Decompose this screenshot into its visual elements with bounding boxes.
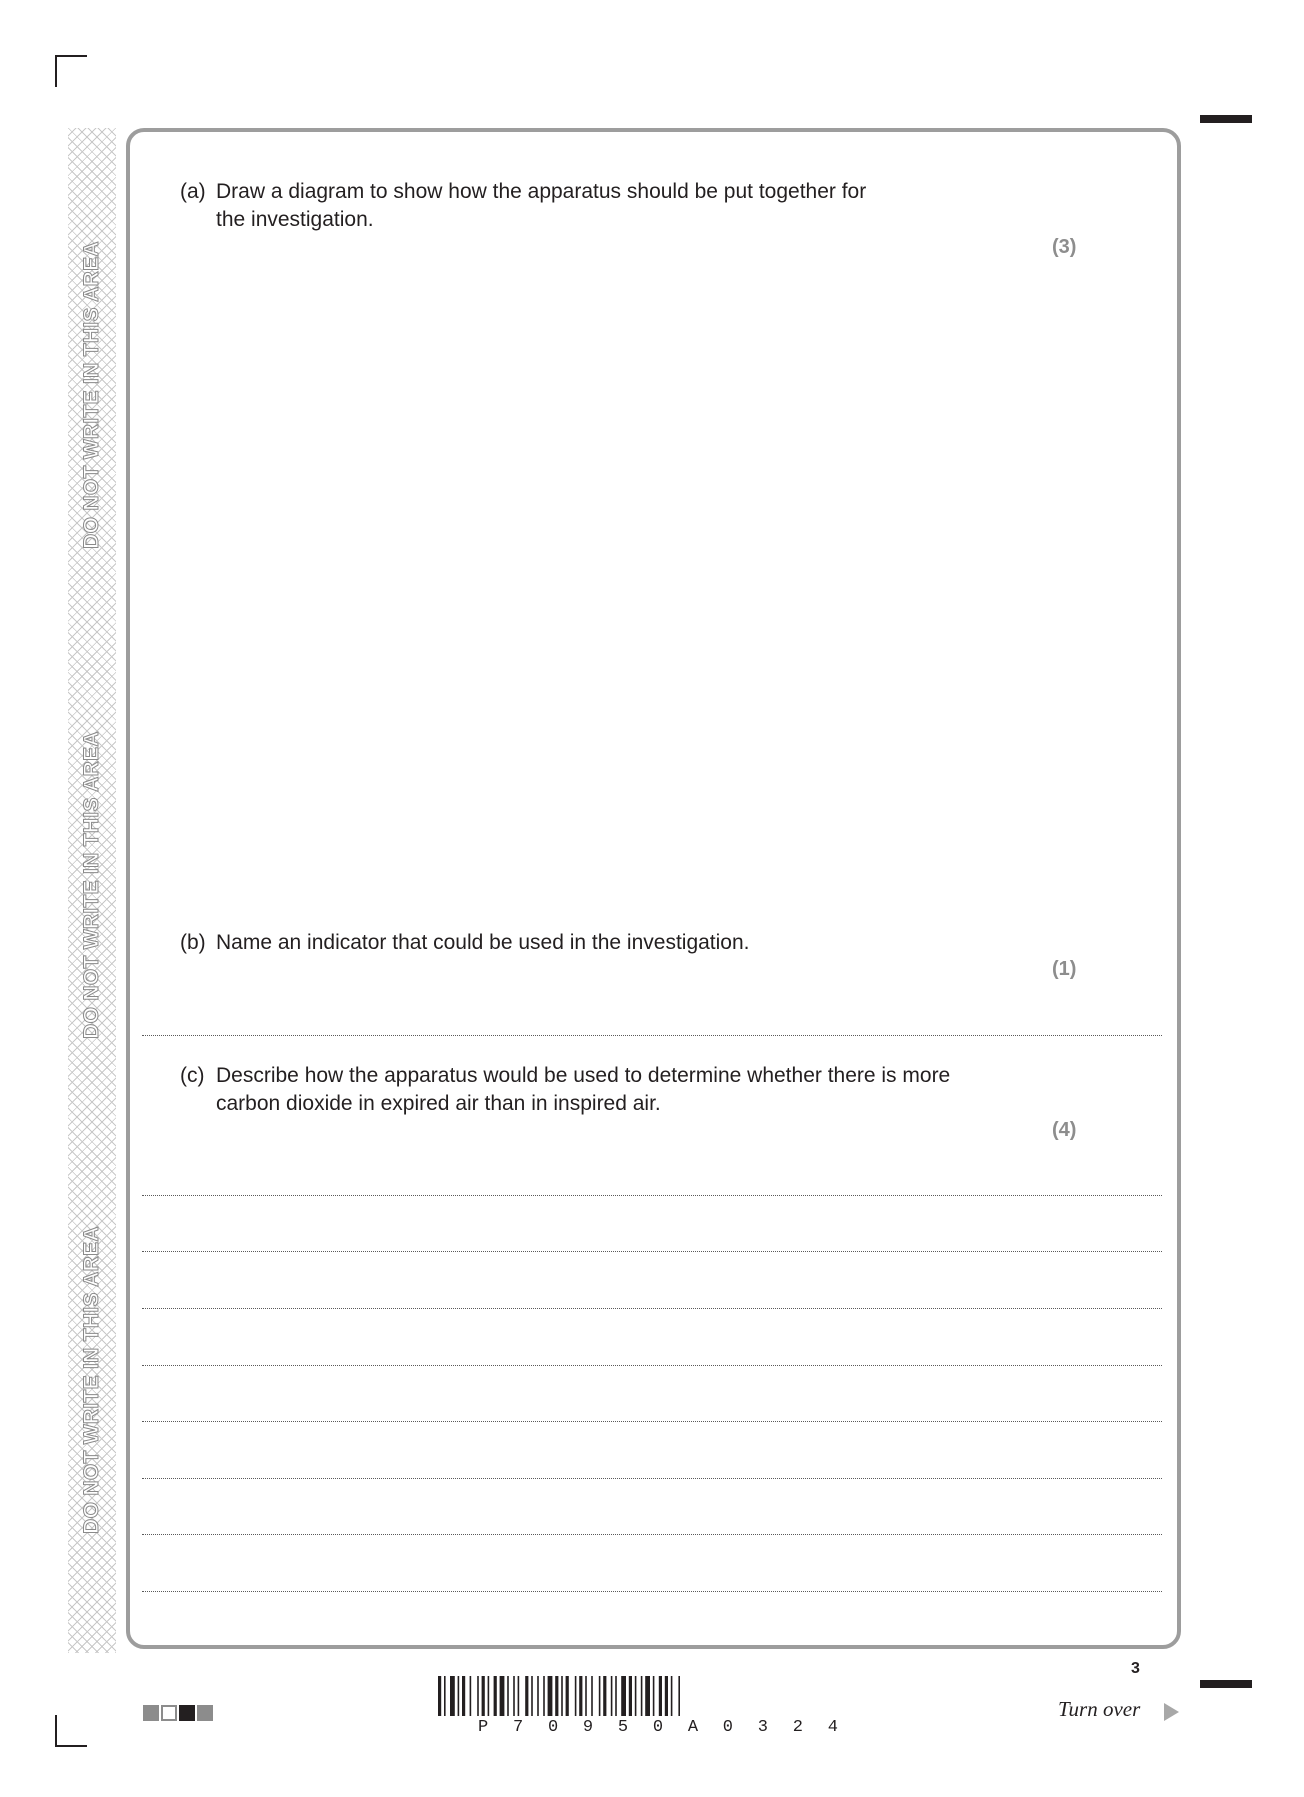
- diagram-drawing-area[interactable]: [142, 270, 1162, 910]
- question-text: [216, 178, 1046, 234]
- question-text-line: Name an indicator that could be used in the investigation.: [216, 931, 750, 954]
- barcode: [438, 1676, 874, 1716]
- marks-b: (1): [1052, 958, 1077, 980]
- barcode-digit: P: [478, 1718, 489, 1737]
- barcode-digit: 9: [582, 1718, 594, 1737]
- barcode-digit: 0: [652, 1718, 664, 1737]
- answer-line[interactable]: [142, 1035, 1162, 1036]
- marks-c: (4): [1052, 1119, 1077, 1141]
- answer-line[interactable]: [142, 1534, 1162, 1535]
- barcode-digit: 2: [792, 1718, 803, 1737]
- answer-line[interactable]: [142, 1421, 1162, 1422]
- margin-warning-text: DO NOT WRITE IN THIS AREA: [80, 1226, 103, 1534]
- barcode-digits: [478, 1718, 838, 1737]
- question-label: (b): [180, 931, 206, 954]
- edge-mark-bottom: [1200, 1680, 1252, 1688]
- crop-mark-top-vertical: [55, 55, 57, 87]
- barcode-digit: 0: [547, 1718, 559, 1737]
- crop-mark-bottom-horizontal: [55, 1745, 87, 1747]
- question-label: (c): [180, 1064, 205, 1087]
- registration-square: [143, 1705, 159, 1721]
- barcode-digit: A: [687, 1718, 699, 1737]
- question-text: [216, 929, 1046, 957]
- answer-line[interactable]: [142, 1478, 1162, 1479]
- answer-line[interactable]: [142, 1591, 1162, 1592]
- question-text-line: Describe how the apparatus would be used to determine whether there is more: [216, 1064, 951, 1087]
- marks-a: (3): [1052, 236, 1077, 258]
- margin-warning-text: DO NOT WRITE IN THIS AREA: [80, 731, 103, 1039]
- crop-mark-top-horizontal: [55, 55, 87, 57]
- question-text: [216, 1062, 1046, 1118]
- turn-over-arrow-icon: [1164, 1703, 1179, 1721]
- question-text-line: Draw a diagram to show how the apparatus should be put together for: [216, 180, 867, 203]
- page-number: 3: [1131, 1660, 1140, 1677]
- answer-line[interactable]: [142, 1195, 1162, 1196]
- barcode-digit: 5: [617, 1718, 629, 1737]
- question-label: (a): [180, 180, 206, 203]
- answer-line[interactable]: [142, 1308, 1162, 1309]
- edge-mark-top: [1200, 115, 1252, 123]
- barcode-digit: 7: [512, 1718, 524, 1737]
- registration-square: [179, 1705, 195, 1721]
- registration-squares: [143, 1705, 213, 1721]
- barcode-digit: 4: [827, 1718, 838, 1737]
- turn-over-label: Turn over: [1058, 1697, 1141, 1721]
- margin-warning-text: DO NOT WRITE IN THIS AREA: [80, 241, 103, 549]
- barcode-digit: 0: [722, 1718, 733, 1737]
- answer-line[interactable]: [142, 1365, 1162, 1366]
- registration-square: [161, 1705, 177, 1721]
- registration-square: [197, 1705, 213, 1721]
- barcode-digit: 3: [757, 1718, 768, 1737]
- crop-mark-bottom-vertical: [55, 1715, 57, 1747]
- question-text-line: the investigation.: [216, 208, 374, 231]
- question-text-line: carbon dioxide in expired air than in inspired air.: [216, 1092, 661, 1115]
- answer-line[interactable]: [142, 1251, 1162, 1252]
